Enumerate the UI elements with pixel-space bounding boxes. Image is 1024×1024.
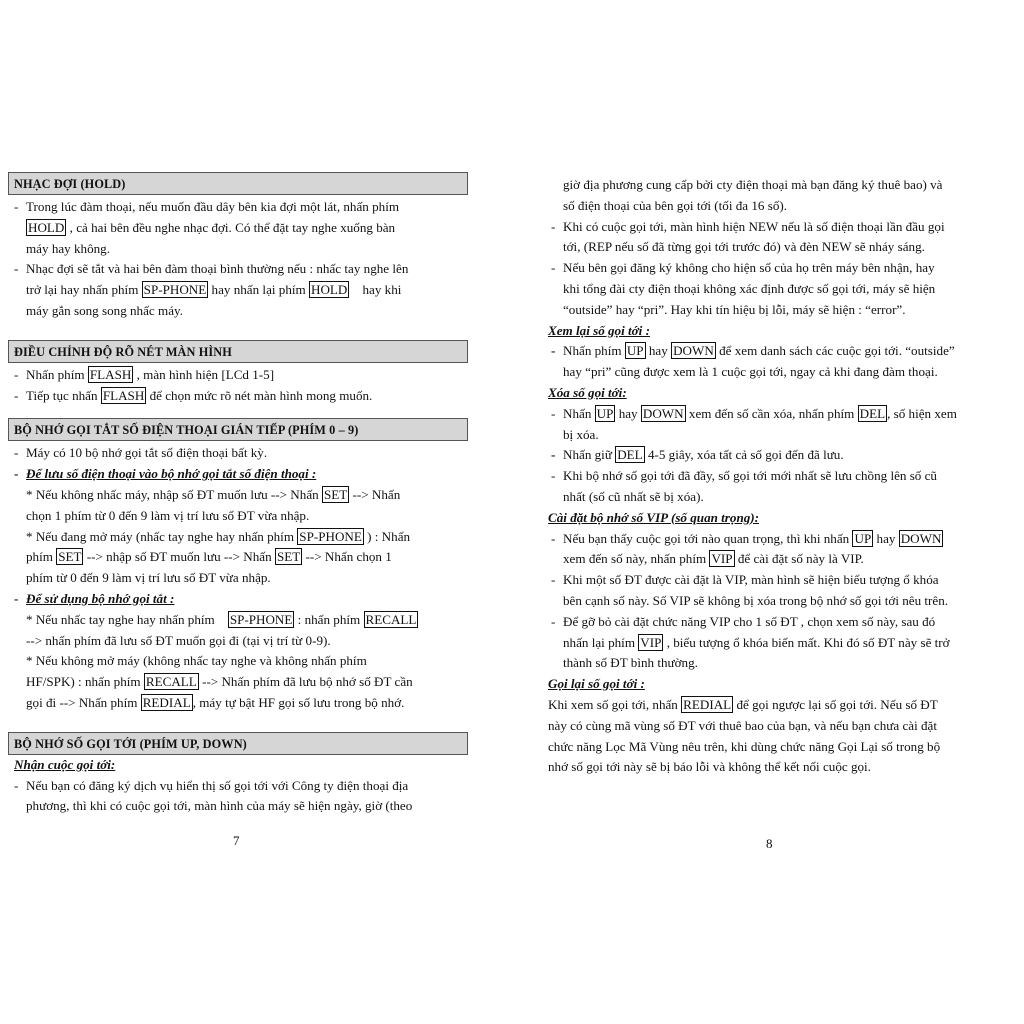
key-down: DOWN — [673, 343, 714, 359]
paragraph — [545, 695, 1000, 778]
text: giờ địa phương cung cấp bởi cty điện thoại mà bạn đăng ký thuê bao) và — [563, 177, 943, 192]
text: 4-5 giây, xóa tất cả số gọi đến đã lưu. — [647, 447, 844, 463]
bullet-item: - Nhấn phím UP hay DOWN để xem danh sách các cuộc gọi tới. “outside” hay “pri” cũng được xem là 1 cuộc gọi tới, ngay cả khi đang đàm thoại. — [545, 341, 1000, 383]
page-number-left: 7 — [233, 833, 240, 848]
bullet-item: - Nhạc đợi sẽ tắt và hai bên đàm thoại bình thường nếu : nhấc tay nghe lên trở lại hay nhấn phím SP-PHONE hay nhấn lại phím HOLD hay khi máy gắn song song nhấc máy. — [8, 259, 468, 321]
subheading: Xem lại số gọi tới : — [548, 322, 650, 338]
text: Khi một số ĐT được cài đặt là VIP, màn hình sẽ hiện biểu tượng ổ khóa — [563, 572, 939, 588]
text: : nhấn phím — [297, 611, 361, 627]
text: để cài đặt số này là VIP. — [737, 551, 864, 567]
text: Nhạc đợi sẽ tắt và hai bên đàm thoại bình thường nếu : nhấc tay nghe lên — [26, 261, 409, 277]
text: phương, thì khi có cuộc gọi tới, màn hình của máy sẽ hiện ngày, giờ (theo — [26, 798, 413, 814]
text-line — [26, 506, 468, 527]
text-line — [548, 695, 1000, 716]
bullet-item: - Nếu bên gọi đăng ký không cho hiện số của họ trên máy bên nhận, hay khi tổng đài cty điện thoại không xác định được số gọi tới, máy sẽ hiện “outside” hay “pri”. Hay khi tín hiệu bị lỗi, máy sẽ hiện : “error”. — [545, 258, 1000, 320]
text: hay — [648, 343, 668, 359]
subheading: Gọi lại số gọi tới : — [548, 676, 645, 692]
text: xem đến số này, nhấn phím — [563, 551, 707, 567]
text: nhớ số gọi tới này sẽ bị báo lỗi và không thể kết nối cuộc gọi. — [548, 759, 871, 775]
text-line — [26, 672, 468, 693]
text: , máy tự bật HF gọi số lưu trong bộ nhớ. — [192, 694, 405, 710]
text: hay nhấn lại phím — [211, 282, 306, 298]
text: , biểu tượng ổ khóa biến mất. Khi đó số ĐT này sẽ trở — [666, 634, 950, 650]
section-header-brightness — [8, 340, 468, 363]
key-sp-phone: SP-PHONE — [299, 528, 362, 544]
key-down: DOWN — [900, 530, 942, 546]
key-hold: HOLD — [311, 282, 348, 298]
section-title: ĐIỀU CHỈNH ĐỘ RÕ NÉT MÀN HÌNH — [14, 344, 232, 359]
text-line — [563, 487, 1000, 508]
paragraph — [8, 610, 468, 714]
section-title: NHẠC ĐỢI (HOLD) — [14, 177, 126, 191]
text: Nếu bạn có đăng ký dịch vụ hiển thị số gọi tới với Công ty điện thoại địa — [26, 777, 409, 793]
bullet-item: - Tiếp tục nhấn FLASH để chọn mức rõ nét màn hình mong muốn. — [14, 387, 373, 403]
text-line — [26, 485, 468, 506]
text: --> nhấn phím đã lưu số ĐT muốn gọi đi (tại vị trí từ 0-9). — [26, 632, 331, 648]
text: HF/SPK) : nhấn phím — [26, 674, 141, 690]
text: ) : Nhấn — [367, 528, 411, 544]
text: Nhấn phím — [26, 366, 85, 382]
text: , cả hai bên đều nghe nhạc đợi. Có thể đặt tay nghe xuống bàn — [69, 219, 396, 235]
text: “outside” hay “pri”. Hay khi tín hiệu bị lỗi, máy sẽ hiện : “error”. — [563, 301, 906, 317]
subheading: Nhận cuộc gọi tới: — [14, 756, 116, 772]
text-line — [563, 653, 1000, 674]
key-recall: RECALL — [145, 674, 197, 690]
text-line — [563, 341, 1000, 362]
text: Nhấn — [563, 405, 592, 421]
text: --> Nhấn phím đã lưu bộ nhớ số ĐT cần — [202, 674, 413, 690]
paragraph — [8, 485, 468, 589]
text-line — [26, 239, 468, 260]
section-header-hold — [8, 172, 468, 195]
text: * Nếu nhấc tay nghe hay nhấn phím — [26, 611, 215, 627]
page-number-right: 8 — [766, 836, 773, 851]
key-up: UP — [626, 343, 644, 359]
key-vip: VIP — [640, 634, 662, 650]
text-line — [563, 529, 1000, 550]
text-line — [563, 570, 1000, 591]
text-line — [26, 631, 468, 652]
text-line — [563, 633, 1000, 654]
key-set: SET — [276, 549, 301, 565]
section-title: BỘ NHỚ SỐ GỌI TỚI (PHÍM UP, DOWN) — [14, 736, 247, 751]
text: để xem danh sách các cuộc gọi tới. “outside” — [719, 343, 955, 359]
subheading-item: - Để sử dụng bộ nhớ gọi tắt : — [14, 590, 175, 606]
text: chức năng Lọc Mã Vùng nêu trên, khi dùng chức năng Gọi Lại số trong bộ — [548, 738, 941, 754]
text: --> Nhấn — [352, 486, 401, 502]
text-line — [563, 196, 1000, 217]
text: nhất (số cũ nhất sẽ bị xóa). — [563, 488, 704, 504]
text: này có cùng mã vùng số ĐT với thuê bao của bạn, và nếu bạn chưa cài đặt — [548, 717, 938, 733]
text-line — [563, 258, 1000, 279]
text: Máy có 10 bộ nhớ gọi tắt số điện thoại bất kỳ. — [26, 445, 268, 461]
text: bị xóa. — [563, 426, 599, 442]
text-line — [563, 175, 1000, 196]
text-line — [563, 362, 1000, 383]
text: Nếu bên gọi đăng ký không cho hiện số của họ trên máy bên nhận, hay — [563, 260, 935, 276]
subheading: Để lưu số điện thoại vào bộ nhớ gọi tắt số điện thoại : — [26, 466, 317, 482]
text-line — [26, 547, 468, 568]
text: tới, (REP nếu số đã từng gọi tới trước đó) và đèn NEW sẽ nháy sáng. — [563, 239, 925, 255]
text: hay — [876, 530, 896, 546]
key-vip: VIP — [711, 551, 733, 567]
key-up: UP — [854, 530, 872, 546]
bullet-item: - Để gỡ bỏ cài đặt chức năng VIP cho 1 số ĐT , chọn xem số này, sau đó nhấn lại phím VIP , biểu tượng ổ khóa biến mất. Khi đó số ĐT này sẽ trở thành số ĐT bình thường. — [545, 612, 1000, 674]
text: --> nhập số ĐT muốn lưu --> Nhấn — [86, 549, 272, 565]
text: Nếu bạn thấy cuộc gọi tới nào quan trọng, thì khi nhấn — [563, 530, 850, 546]
text-line — [548, 716, 1000, 737]
section-header-speed-dial — [8, 418, 468, 441]
text: Để gỡ bỏ cài đặt chức năng VIP cho 1 số ĐT , chọn xem số này, sau đó — [563, 613, 936, 629]
text: phím — [26, 549, 53, 565]
section-title: BỘ NHỚ GỌI TẮT SỐ ĐIỆN THOẠI GIÁN TIẾP (PHÍM 0 – 9) — [14, 423, 359, 438]
key-flash: FLASH — [102, 387, 145, 403]
key-sp-phone: SP-PHONE — [229, 611, 293, 627]
text-line — [563, 425, 1000, 446]
text: , màn hình hiện [LCd 1-5] — [136, 366, 275, 382]
text-line — [26, 568, 468, 589]
subheading-item: - Để lưu số điện thoại vào bộ nhớ gọi tắt số điện thoại : — [14, 466, 317, 482]
text: * Nếu không mở máy (không nhấc tay nghe và không nhấn phím — [26, 653, 367, 669]
subheading: Để sử dụng bộ nhớ gọi tắt : — [26, 590, 175, 606]
key-set: SET — [323, 486, 348, 502]
text-line — [563, 466, 1000, 487]
bullet-item: - Trong lúc đàm thoại, nếu muốn đầu dây bên kia đợi một lát, nhấn phím HOLD , cả hai bên đều nghe nhạc đợi. Có thể đặt tay nghe xuống bàn máy hay không. — [8, 197, 468, 259]
text: --> Nhấn chọn 1 — [305, 549, 392, 565]
text-line — [26, 197, 468, 218]
text-line — [563, 404, 1000, 425]
text: Khi xem số gọi tới, nhấn — [548, 696, 678, 712]
text: gọi đi --> Nhấn phím — [26, 694, 138, 710]
bullet-item: - Nhấn giữ DEL 4-5 giây, xóa tất cả số gọi đến đã lưu. — [551, 447, 844, 463]
text: máy hay không. — [26, 240, 111, 256]
text: số điện thoại của bên gọi tới (tối đa 16 số). — [563, 197, 788, 213]
key-down: DOWN — [642, 405, 684, 421]
bullet-item: - Nếu bạn có đăng ký dịch vụ hiển thị số gọi tới với Công ty điện thoại địa phương, thì khi có cuộc gọi tới, màn hình của máy sẽ hiện ngày, giờ (theo — [8, 776, 468, 818]
text: Khi bộ nhớ số gọi tới đã đầy, số gọi tới mới nhất sẽ lưu chồng lên số cũ — [563, 468, 937, 484]
brightness-section-body — [8, 363, 468, 407]
text: phím từ 0 đến 9 làm vị trí lưu số ĐT vừa nhập. — [26, 570, 271, 586]
text: , số hiện xem — [887, 405, 957, 421]
key-recall: RECALL — [365, 611, 417, 627]
text-line — [26, 776, 468, 797]
text-line — [548, 757, 1000, 778]
key-set: SET — [58, 549, 82, 565]
bullet-item: - Nhấn phím FLASH , màn hình hiện [LCd 1-5] — [14, 366, 275, 382]
text-line — [563, 612, 1000, 633]
key-del: DEL — [859, 405, 886, 421]
text-line — [26, 796, 468, 817]
text: khi tổng đài cty điện thoại không xác định được số gọi tới, máy sẽ hiện — [563, 280, 936, 296]
continued-paragraph — [545, 175, 1000, 217]
key-flash: FLASH — [89, 366, 132, 382]
text-line — [26, 301, 468, 322]
text-line — [26, 280, 468, 301]
text-line — [563, 217, 1000, 238]
key-up: UP — [596, 405, 614, 421]
text-line — [563, 591, 1000, 612]
bullet-item: - Khi có cuộc gọi tới, màn hình hiện NEW nếu là số điện thoại lần đầu gọi tới, (REP nếu số đã từng gọi tới trước đó) và đèn NEW sẽ nháy sáng. — [545, 217, 1000, 259]
hold-section-body — [8, 195, 468, 322]
text: Khi có cuộc gọi tới, màn hình hiện NEW nếu là số điện thoại lần đầu gọi — [563, 218, 945, 234]
left-page — [8, 172, 468, 817]
subheading: Xóa số gọi tới: — [548, 384, 627, 400]
speed-dial-section-body — [8, 441, 468, 713]
key-sp-phone: SP-PHONE — [143, 282, 207, 298]
text: máy gắn song song nhấc máy. — [26, 302, 183, 318]
text: để chọn mức rõ nét màn hình mong muốn. — [149, 387, 373, 403]
subheading: Cài đặt bộ nhớ số VIP (số quan trọng): — [548, 509, 759, 525]
text: Nhấn giữ — [563, 447, 612, 463]
text-line — [26, 693, 468, 714]
text-line — [563, 279, 1000, 300]
bullet-item: - Máy có 10 bộ nhớ gọi tắt số điện thoại bất kỳ. — [14, 445, 268, 461]
text-line — [548, 737, 1000, 758]
text: Trong lúc đàm thoại, nếu muốn đầu dây bên kia đợi một lát, nhấn phím — [26, 199, 400, 214]
bullet-item: - Khi bộ nhớ số gọi tới đã đầy, số gọi tới mới nhất sẽ lưu chồng lên số cũ nhất (số cũ nhất sẽ bị xóa). — [545, 466, 1000, 508]
key-del: DEL — [617, 447, 643, 463]
key-redial: REDIAL — [142, 694, 191, 710]
right-page — [545, 175, 1000, 778]
section-header-caller-id — [8, 732, 468, 755]
text: Tiếp tục nhấn — [26, 387, 98, 403]
text: trở lại hay nhấn phím — [26, 282, 139, 298]
bullet-item: - Nhấn UP hay DOWN xem đến số cần xóa, nhấn phím DEL , số hiện xem bị xóa. — [545, 404, 1000, 446]
bullet-item: - Nếu bạn thấy cuộc gọi tới nào quan trọng, thì khi nhấn UP hay DOWN xem đến số này, nhấn phím VIP để cài đặt số này là VIP. — [545, 529, 1000, 571]
text-line — [563, 300, 1000, 321]
bullet-item: - Khi một số ĐT được cài đặt là VIP, màn hình sẽ hiện biểu tượng ổ khóa bên cạnh số này. Số VIP sẽ không bị xóa trong bộ nhớ số gọi tới nêu trên. — [545, 570, 1000, 612]
text-line — [26, 259, 468, 280]
text: nhấn lại phím — [563, 634, 636, 650]
text: hay “pri” cũng được xem là 1 cuộc gọi tới, ngay cả khi đang đàm thoại. — [563, 364, 938, 380]
text-line — [563, 237, 1000, 258]
text-line — [26, 527, 468, 548]
text: Nhấn phím — [563, 343, 622, 359]
text: * Nếu không nhấc máy, nhập số ĐT muốn lưu --> Nhấn — [26, 486, 319, 502]
text: hay — [618, 405, 638, 421]
text: bên cạnh số này. Số VIP sẽ không bị xóa trong bộ nhớ số gọi tới nêu trên. — [563, 592, 949, 608]
text-line — [26, 651, 468, 672]
key-redial: REDIAL — [683, 696, 732, 712]
text-line — [26, 218, 468, 239]
text-line — [26, 610, 468, 631]
text: xem đến số cần xóa, nhấn phím — [688, 405, 855, 421]
key-hold: HOLD — [28, 219, 65, 235]
text: thành số ĐT bình thường. — [563, 655, 698, 671]
text: * Nếu đang mở máy (nhấc tay nghe hay nhấn phím — [26, 528, 294, 544]
text-line — [563, 549, 1000, 570]
text: hay khi — [362, 282, 402, 298]
text: để gọi ngược lại số gọi tới. Nếu số ĐT — [736, 696, 938, 712]
caller-id-section-body — [8, 755, 468, 817]
text: chọn 1 phím từ 0 đến 9 làm vị trí lưu số ĐT vừa nhập. — [26, 507, 310, 523]
